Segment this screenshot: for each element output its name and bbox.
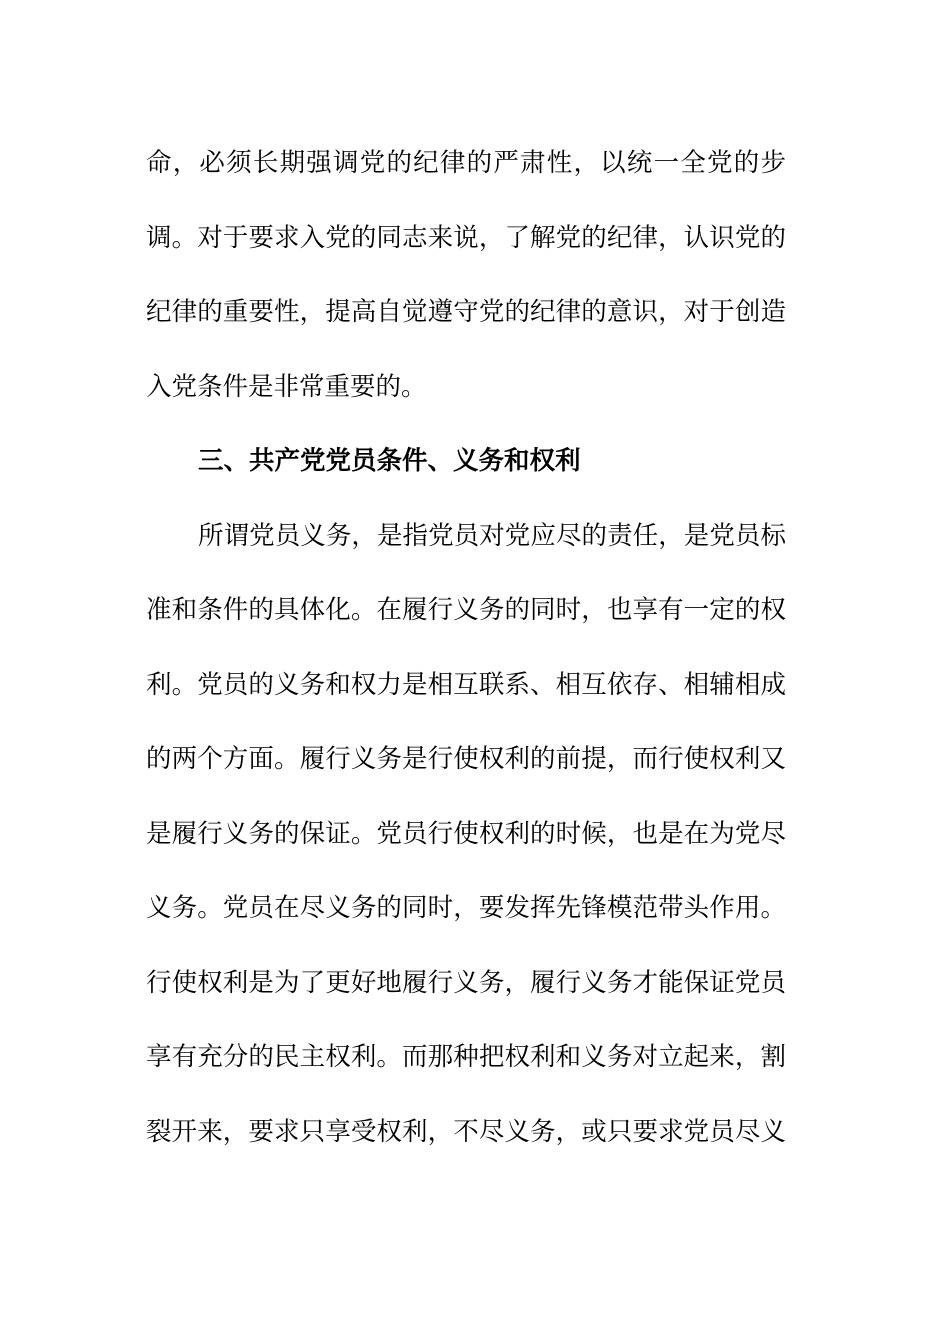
- paragraph-discipline: [146, 126, 786, 424]
- paragraph-line: 所谓党员义务，是指党员对党应尽的责任，是党员标: [198, 520, 786, 551]
- paragraph-line: 调。对于要求入党的同志来说，了解党的纪律，认识党的: [146, 222, 786, 253]
- paragraph-line: 入党条件是非常重要的。: [146, 371, 427, 402]
- paragraph-line: 享有充分的民主权利。而那种把权利和义务对立起来，割: [146, 1042, 786, 1072]
- paragraph-line: 准和条件的具体化。在履行义务的同时，也享有一定的权: [146, 595, 786, 625]
- paragraph-line: 利。党员的义务和权力是相互联系、相互依存、相辅相成: [146, 669, 786, 700]
- section-heading: 三、共产党党员条件、义务和权利: [198, 446, 581, 476]
- paragraph-line: 行使权利是为了更好地履行义务，履行义务才能保证党员: [146, 967, 786, 998]
- paragraph-line: 是履行义务的保证。党员行使权利的时候，也是在为党尽: [146, 818, 786, 849]
- paragraph-line: 的两个方面。履行义务是行使权利的前提，而行使权利又: [146, 744, 786, 774]
- paragraph-line: 纪律的重要性，提高自觉遵守党的纪律的意识，对于创造: [146, 297, 786, 327]
- document-body: [146, 126, 786, 1169]
- paragraph-line: 义务。党员在尽义务的同时，要发挥先锋模范带头作用。: [146, 893, 786, 923]
- paragraph-line: 裂开来，要求只享受权利，不尽义务，或只要求党员尽义: [146, 1116, 786, 1147]
- paragraph-line: 命，必须长期强调党的纪律的严肃性，以统一全党的步: [146, 148, 786, 178]
- paragraph-obligations-rights: [146, 499, 786, 1170]
